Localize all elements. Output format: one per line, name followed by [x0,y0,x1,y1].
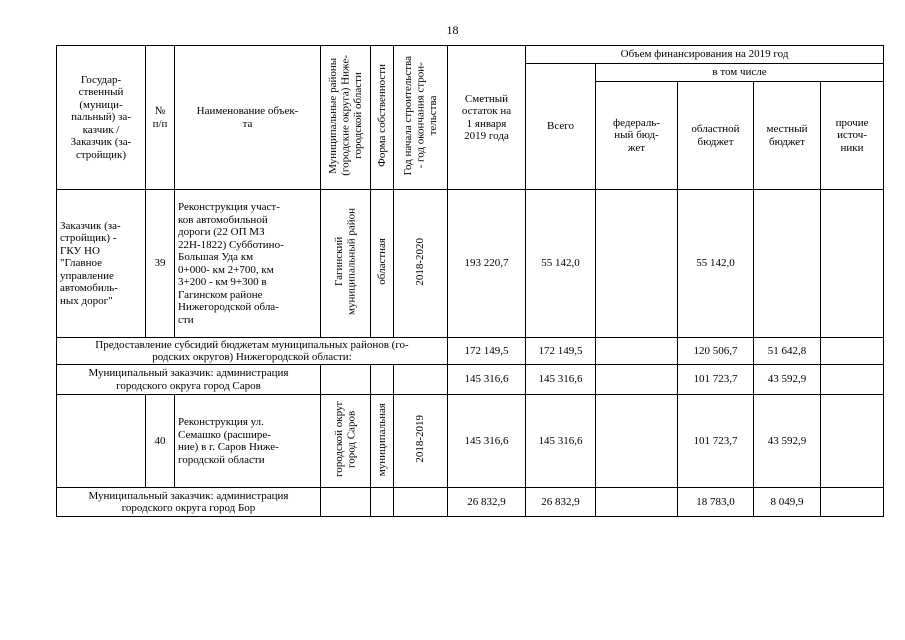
cell-total: 55 142,0 [526,190,596,338]
financing-table [56,45,884,517]
cell-ownership: муниципальная [371,395,394,488]
cell-municipal-customer-label: Муниципальный заказчик: администрация городского округа город Бор [57,488,321,517]
header-including: в том числе [596,64,884,82]
cell-federal [596,365,678,395]
cell-customer [57,395,146,488]
table-row [57,338,884,365]
cell-estimate: 145 316,6 [448,365,526,395]
cell-other [821,365,884,395]
cell-other [821,338,884,365]
cell-object-name: Реконструкция ул. Семашко (расшире- ние) в г. Саров Ниже- городской области [175,395,321,488]
cell-municipal-customer-label: Муниципальный заказчик: администрация городского округа город Саров [57,365,321,395]
cell-customer: Заказчик (за- стройщик) - ГКУ НО "Главное управление автомобиль- ных дорог" [57,190,146,338]
cell-other [821,190,884,338]
header-ownership: Форма собственности [371,46,394,190]
cell-empty [394,488,448,517]
header-object-name: Наименование объек- та [175,46,321,190]
table-row [57,365,884,395]
header-years: Год начала строительства - год окончания строи- тельства [394,46,448,190]
cell-other [821,395,884,488]
header-local: местный бюджет [754,82,821,190]
cell-object-name: Реконструкция участ- ков автомобильной дороги (22 ОП МЗ 22Н-1822) Субботино- Большая Уда км 0+000- км 2+700, км 3+200 - км 9+300 в Гагинском районе Нижегородской обла- сти [175,190,321,338]
header-num: № п/п [146,46,175,190]
cell-years: 2018-2020 [394,190,448,338]
cell-local: 8 049,9 [754,488,821,517]
cell-local: 43 592,9 [754,365,821,395]
cell-district: городской округ город Саров [321,395,371,488]
cell-empty [321,488,371,517]
cell-federal [596,488,678,517]
header-estimate: Сметный остаток на 1 января 2019 года [448,46,526,190]
cell-local: 51 642,8 [754,338,821,365]
cell-ownership: областная [371,190,394,338]
cell-subsidies-label: Предоставление субсидий бюджетам муниципальных районов (го- родских округов) Нижегородской области: [57,338,448,365]
cell-estimate: 172 149,5 [448,338,526,365]
cell-federal [596,395,678,488]
header-customer: Государ- ственный (муници- пальный) за- казчик / Заказчик (за- стройщик) [57,46,146,190]
table-row [57,190,884,338]
cell-empty [321,365,371,395]
header-total: Всего [526,64,596,190]
cell-local [754,190,821,338]
cell-federal [596,338,678,365]
cell-estimate: 26 832,9 [448,488,526,517]
cell-num: 40 [146,395,175,488]
table-row [57,488,884,517]
cell-empty [394,365,448,395]
cell-other [821,488,884,517]
cell-total: 145 316,6 [526,365,596,395]
cell-regional: 120 506,7 [678,338,754,365]
cell-total: 145 316,6 [526,395,596,488]
header-federal: федераль- ный бюд- жет [596,82,678,190]
cell-num: 39 [146,190,175,338]
cell-federal [596,190,678,338]
cell-empty [371,365,394,395]
cell-regional: 101 723,7 [678,395,754,488]
header-other: прочие источ- ники [821,82,884,190]
cell-regional: 55 142,0 [678,190,754,338]
cell-estimate: 145 316,6 [448,395,526,488]
header-funding: Объем финансирования на 2019 год [526,46,884,64]
cell-regional: 18 783,0 [678,488,754,517]
table-row [57,395,884,488]
cell-total: 26 832,9 [526,488,596,517]
header-regional: областной бюджет [678,82,754,190]
cell-estimate: 193 220,7 [448,190,526,338]
cell-regional: 101 723,7 [678,365,754,395]
header-districts: Муниципальные районы (городские округа) Ниже- городской области [321,46,371,190]
cell-district: Гагинский муниципальный район [321,190,371,338]
cell-total: 172 149,5 [526,338,596,365]
cell-local: 43 592,9 [754,395,821,488]
cell-years: 2018-2019 [394,395,448,488]
page-number: 18 [446,23,459,37]
cell-empty [371,488,394,517]
